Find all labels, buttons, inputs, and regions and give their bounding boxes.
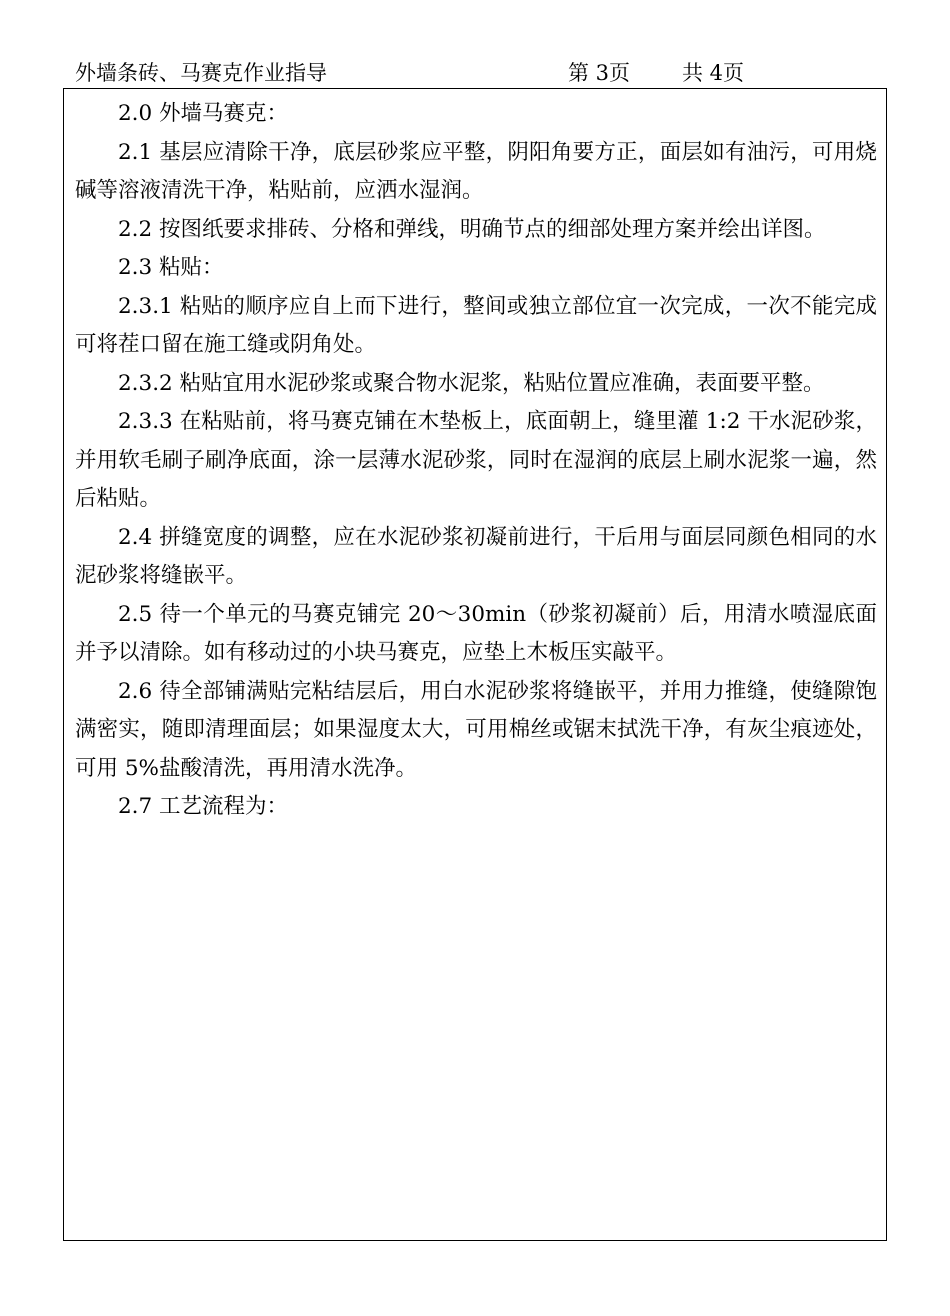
- paragraph-2-4: 2.4 拼缝宽度的调整，应在水泥砂浆初凝前进行，干后用与面层同颜色相同的水泥砂浆将缝嵌平。: [75, 524, 877, 588]
- paragraph-2-3-1: 2.3.1 粘贴的顺序应自上而下进行，整间或独立部位宜一次完成，一次不能完成可将茬口留在施工缝或阴角处。: [75, 293, 877, 357]
- page-number: 第 3页: [568, 61, 631, 85]
- paragraph-2-5: 2.5 待一个单元的马赛克铺完 20～30min（砂浆初凝前）后，用清水喷湿底面并予以清除。如有移动过的小块马赛克，应垫上木板压实敲平。: [75, 601, 877, 665]
- page-total: 共 4页: [682, 61, 745, 85]
- paragraph-2-2: 2.2 按图纸要求排砖、分格和弹线，明确节点的细部处理方案并绘出详图。: [118, 216, 826, 242]
- section-heading-2-0: 2.0 外墙马赛克：: [118, 101, 289, 126]
- document-title: 外墙条砖、马赛克作业指导: [75, 61, 327, 85]
- document-body: [75, 95, 877, 827]
- section-heading-2-3: 2.3 粘贴：: [118, 255, 224, 280]
- paragraph-2-1: 2.1 基层应清除干净，底层砂浆应平整，阴阳角要方正，面层如有油污，可用烧碱等溶液清洗干净，粘贴前，应洒水湿润。: [75, 139, 877, 203]
- paragraph-2-3-3: 2.3.3 在粘贴前，将马赛克铺在木垫板上，底面朝上，缝里灌 1:2 干水泥砂浆，并用软毛刷子刷净底面，涂一层薄水泥砂浆，同时在湿润的底层上刷水泥浆一遍，然后粘贴。: [75, 409, 877, 511]
- paragraph-2-7: 2.7 工艺流程为：: [118, 794, 289, 819]
- paragraph-2-6: 2.6 待全部铺满贴完粘结层后，用白水泥砂浆将缝嵌平，并用力推缝，使缝隙饱满密实，随即清理面层；如果湿度太大，可用棉丝或锯末拭洗干净，有灰尘痕迹处，可用 5%盐酸清洗，再用清水洗净。: [75, 678, 877, 781]
- paragraph-2-3-2: 2.3.2 粘贴宜用水泥砂浆或聚合物水泥浆，粘贴位置应准确，表面要平整。: [118, 370, 825, 396]
- page-header: [75, 58, 875, 88]
